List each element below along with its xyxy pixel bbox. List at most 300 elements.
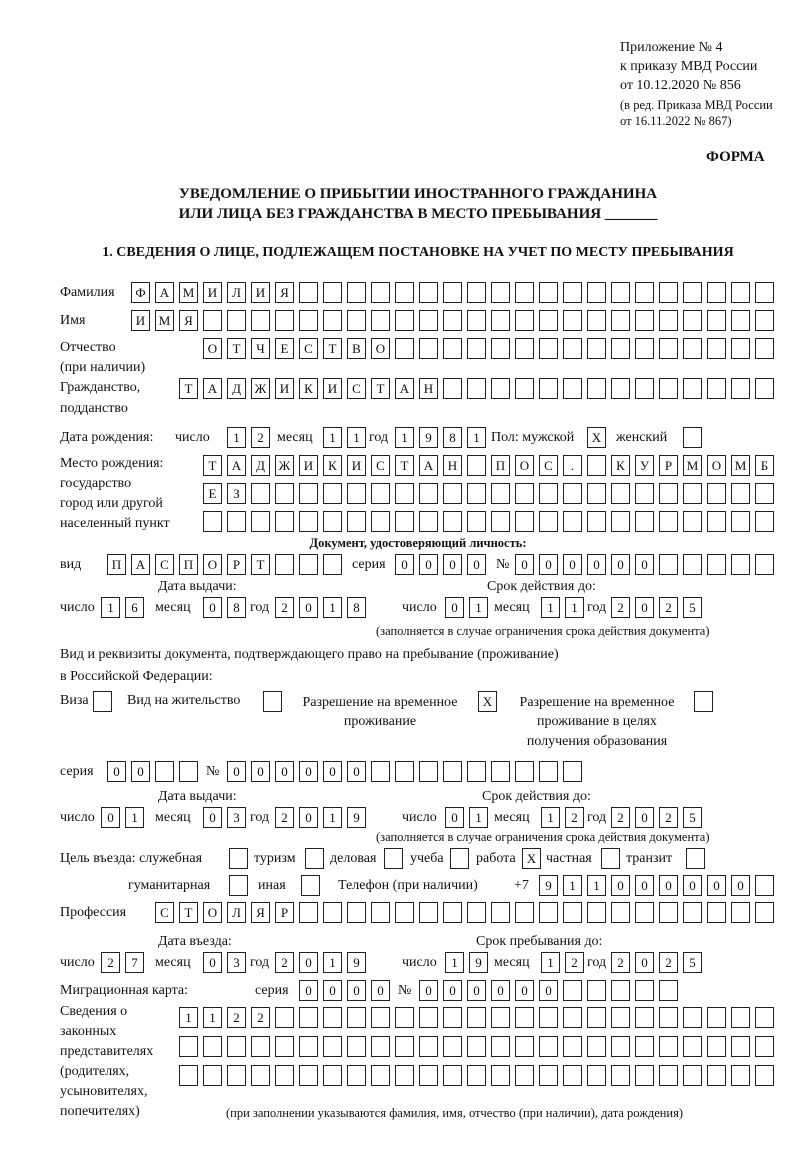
char-cell[interactable] — [611, 483, 630, 504]
char-cell[interactable] — [683, 483, 702, 504]
char-cell[interactable] — [467, 1065, 486, 1086]
char-cell[interactable]: 1 — [101, 597, 120, 618]
char-cell[interactable] — [731, 338, 750, 359]
char-cell[interactable]: 9 — [539, 875, 558, 896]
char-cell[interactable] — [275, 310, 294, 331]
char-cell[interactable] — [659, 1007, 678, 1028]
char-cell[interactable] — [611, 902, 630, 923]
char-cell[interactable] — [659, 483, 678, 504]
char-cell[interactable] — [323, 1007, 342, 1028]
char-cell[interactable] — [683, 378, 702, 399]
char-cell[interactable]: 5 — [683, 807, 702, 828]
char-cell[interactable]: 1 — [203, 1007, 222, 1028]
char-cell[interactable] — [467, 310, 486, 331]
char-cell[interactable]: 0 — [539, 980, 558, 1001]
char-cell[interactable] — [443, 1036, 462, 1057]
char-cell[interactable] — [755, 338, 774, 359]
char-cell[interactable] — [635, 338, 654, 359]
char-cell[interactable] — [323, 511, 342, 532]
char-cell[interactable]: Н — [419, 378, 438, 399]
char-cell[interactable] — [515, 1065, 534, 1086]
char-cell[interactable] — [299, 1065, 318, 1086]
char-cell[interactable] — [731, 902, 750, 923]
char-cell[interactable] — [587, 1036, 606, 1057]
char-cell[interactable]: 0 — [299, 807, 318, 828]
char-cell[interactable] — [683, 338, 702, 359]
char-cell[interactable] — [563, 980, 582, 1001]
char-cell[interactable] — [563, 310, 582, 331]
char-cell[interactable] — [611, 980, 630, 1001]
char-cell[interactable]: 2 — [251, 1007, 270, 1028]
char-cell[interactable]: 1 — [323, 807, 342, 828]
char-cell[interactable]: 0 — [659, 875, 678, 896]
char-cell[interactable]: 1 — [469, 597, 488, 618]
char-cell[interactable]: 0 — [371, 980, 390, 1001]
char-cell[interactable]: Б — [755, 455, 774, 476]
char-cell[interactable] — [731, 511, 750, 532]
char-cell[interactable] — [683, 1007, 702, 1028]
char-cell[interactable] — [707, 1007, 726, 1028]
char-cell[interactable]: Ж — [275, 455, 294, 476]
char-cell[interactable]: 0 — [323, 761, 342, 782]
char-cell[interactable] — [443, 483, 462, 504]
char-cell[interactable]: 0 — [635, 875, 654, 896]
char-cell[interactable] — [515, 310, 534, 331]
char-cell[interactable]: Ч — [251, 338, 270, 359]
char-cell[interactable] — [635, 1007, 654, 1028]
char-cell[interactable] — [707, 554, 726, 575]
char-cell[interactable]: 2 — [611, 807, 630, 828]
char-cell[interactable] — [450, 848, 469, 869]
char-cell[interactable]: М — [683, 455, 702, 476]
char-cell[interactable] — [395, 338, 414, 359]
char-cell[interactable] — [515, 761, 534, 782]
char-cell[interactable]: О — [203, 554, 222, 575]
char-cell[interactable] — [635, 483, 654, 504]
char-cell[interactable] — [539, 282, 558, 303]
char-cell[interactable] — [299, 1007, 318, 1028]
char-cell[interactable] — [491, 310, 510, 331]
char-cell[interactable] — [179, 1065, 198, 1086]
char-cell[interactable] — [686, 848, 705, 869]
char-cell[interactable] — [515, 338, 534, 359]
char-cell[interactable] — [467, 511, 486, 532]
char-cell[interactable]: Т — [227, 338, 246, 359]
char-cell[interactable] — [563, 282, 582, 303]
char-cell[interactable] — [491, 338, 510, 359]
char-cell[interactable]: И — [251, 282, 270, 303]
char-cell[interactable] — [263, 691, 282, 712]
char-cell[interactable] — [395, 1036, 414, 1057]
char-cell[interactable] — [731, 1036, 750, 1057]
char-cell[interactable] — [659, 378, 678, 399]
char-cell[interactable] — [683, 1036, 702, 1057]
char-cell[interactable] — [443, 282, 462, 303]
char-cell[interactable] — [227, 511, 246, 532]
char-cell[interactable] — [659, 902, 678, 923]
char-cell[interactable]: 1 — [541, 952, 560, 973]
char-cell[interactable] — [683, 511, 702, 532]
char-cell[interactable] — [347, 1036, 366, 1057]
char-cell[interactable] — [491, 282, 510, 303]
char-cell[interactable] — [203, 1036, 222, 1057]
char-cell[interactable]: X — [478, 691, 497, 712]
char-cell[interactable]: Р — [227, 554, 246, 575]
char-cell[interactable]: 8 — [443, 427, 462, 448]
char-cell[interactable] — [395, 511, 414, 532]
char-cell[interactable] — [731, 554, 750, 575]
char-cell[interactable] — [251, 483, 270, 504]
char-cell[interactable] — [467, 761, 486, 782]
char-cell[interactable] — [539, 378, 558, 399]
char-cell[interactable]: 0 — [635, 597, 654, 618]
char-cell[interactable] — [515, 378, 534, 399]
char-cell[interactable] — [587, 282, 606, 303]
char-cell[interactable] — [731, 282, 750, 303]
char-cell[interactable] — [635, 511, 654, 532]
char-cell[interactable] — [467, 483, 486, 504]
char-cell[interactable]: Т — [179, 902, 198, 923]
char-cell[interactable] — [491, 902, 510, 923]
char-cell[interactable] — [587, 310, 606, 331]
char-cell[interactable]: 2 — [659, 807, 678, 828]
char-cell[interactable]: Я — [275, 282, 294, 303]
char-cell[interactable] — [419, 1036, 438, 1057]
char-cell[interactable] — [443, 1007, 462, 1028]
char-cell[interactable] — [587, 980, 606, 1001]
char-cell[interactable]: О — [203, 902, 222, 923]
char-cell[interactable] — [299, 483, 318, 504]
char-cell[interactable] — [371, 282, 390, 303]
char-cell[interactable] — [443, 761, 462, 782]
char-cell[interactable] — [299, 554, 318, 575]
char-cell[interactable] — [371, 902, 390, 923]
char-cell[interactable] — [587, 902, 606, 923]
char-cell[interactable] — [611, 1036, 630, 1057]
char-cell[interactable]: Т — [395, 455, 414, 476]
char-cell[interactable] — [275, 511, 294, 532]
char-cell[interactable]: 0 — [131, 761, 150, 782]
char-cell[interactable]: 0 — [251, 761, 270, 782]
char-cell[interactable] — [347, 310, 366, 331]
char-cell[interactable] — [419, 1065, 438, 1086]
char-cell[interactable] — [539, 1007, 558, 1028]
char-cell[interactable] — [443, 338, 462, 359]
char-cell[interactable]: М — [731, 455, 750, 476]
char-cell[interactable] — [755, 282, 774, 303]
char-cell[interactable]: 2 — [659, 597, 678, 618]
char-cell[interactable] — [419, 902, 438, 923]
char-cell[interactable] — [635, 1036, 654, 1057]
char-cell[interactable] — [707, 378, 726, 399]
char-cell[interactable]: А — [419, 455, 438, 476]
char-cell[interactable] — [539, 1036, 558, 1057]
char-cell[interactable] — [659, 1065, 678, 1086]
char-cell[interactable] — [755, 902, 774, 923]
char-cell[interactable] — [275, 1065, 294, 1086]
char-cell[interactable] — [443, 902, 462, 923]
char-cell[interactable]: 1 — [469, 807, 488, 828]
char-cell[interactable]: 1 — [467, 427, 486, 448]
char-cell[interactable] — [347, 902, 366, 923]
char-cell[interactable] — [539, 511, 558, 532]
char-cell[interactable]: 8 — [227, 597, 246, 618]
char-cell[interactable] — [491, 1065, 510, 1086]
char-cell[interactable]: В — [347, 338, 366, 359]
char-cell[interactable]: 3 — [227, 807, 246, 828]
char-cell[interactable] — [755, 1065, 774, 1086]
char-cell[interactable]: Ф — [131, 282, 150, 303]
char-cell[interactable]: П — [107, 554, 126, 575]
char-cell[interactable]: X — [587, 427, 606, 448]
char-cell[interactable]: 2 — [611, 952, 630, 973]
char-cell[interactable] — [395, 310, 414, 331]
char-cell[interactable]: И — [347, 455, 366, 476]
char-cell[interactable]: И — [131, 310, 150, 331]
char-cell[interactable]: 0 — [419, 554, 438, 575]
char-cell[interactable] — [755, 511, 774, 532]
char-cell[interactable] — [611, 338, 630, 359]
char-cell[interactable]: Д — [251, 455, 270, 476]
char-cell[interactable] — [539, 902, 558, 923]
char-cell[interactable] — [371, 1007, 390, 1028]
char-cell[interactable] — [755, 1007, 774, 1028]
char-cell[interactable] — [515, 511, 534, 532]
char-cell[interactable] — [299, 282, 318, 303]
char-cell[interactable]: 0 — [611, 875, 630, 896]
char-cell[interactable]: 0 — [635, 554, 654, 575]
char-cell[interactable]: 1 — [323, 597, 342, 618]
char-cell[interactable] — [384, 848, 403, 869]
char-cell[interactable]: 7 — [125, 952, 144, 973]
char-cell[interactable] — [419, 483, 438, 504]
char-cell[interactable] — [395, 483, 414, 504]
char-cell[interactable] — [683, 282, 702, 303]
char-cell[interactable] — [563, 1065, 582, 1086]
char-cell[interactable] — [419, 338, 438, 359]
char-cell[interactable] — [755, 378, 774, 399]
char-cell[interactable]: Е — [275, 338, 294, 359]
char-cell[interactable]: Л — [227, 282, 246, 303]
char-cell[interactable] — [683, 554, 702, 575]
char-cell[interactable] — [443, 310, 462, 331]
char-cell[interactable] — [229, 875, 248, 896]
char-cell[interactable] — [323, 554, 342, 575]
char-cell[interactable]: 0 — [491, 980, 510, 1001]
char-cell[interactable] — [707, 338, 726, 359]
char-cell[interactable]: О — [371, 338, 390, 359]
char-cell[interactable]: И — [299, 455, 318, 476]
char-cell[interactable] — [563, 761, 582, 782]
char-cell[interactable]: С — [347, 378, 366, 399]
char-cell[interactable]: 3 — [227, 952, 246, 973]
char-cell[interactable]: Ж — [251, 378, 270, 399]
char-cell[interactable] — [539, 483, 558, 504]
char-cell[interactable]: Е — [203, 483, 222, 504]
char-cell[interactable]: М — [155, 310, 174, 331]
char-cell[interactable] — [587, 511, 606, 532]
char-cell[interactable]: 2 — [659, 952, 678, 973]
char-cell[interactable]: 2 — [275, 597, 294, 618]
char-cell[interactable]: Т — [251, 554, 270, 575]
char-cell[interactable]: 0 — [467, 554, 486, 575]
char-cell[interactable]: Р — [659, 455, 678, 476]
char-cell[interactable] — [371, 1065, 390, 1086]
char-cell[interactable]: 0 — [515, 554, 534, 575]
char-cell[interactable]: 1 — [541, 807, 560, 828]
char-cell[interactable] — [755, 310, 774, 331]
char-cell[interactable] — [611, 310, 630, 331]
char-cell[interactable] — [419, 310, 438, 331]
char-cell[interactable] — [395, 1007, 414, 1028]
char-cell[interactable]: И — [203, 282, 222, 303]
char-cell[interactable] — [587, 1007, 606, 1028]
char-cell[interactable] — [635, 902, 654, 923]
char-cell[interactable]: С — [155, 902, 174, 923]
char-cell[interactable]: 5 — [683, 597, 702, 618]
char-cell[interactable] — [491, 1007, 510, 1028]
char-cell[interactable]: 6 — [125, 597, 144, 618]
char-cell[interactable]: 1 — [445, 952, 464, 973]
char-cell[interactable]: 0 — [683, 875, 702, 896]
char-cell[interactable]: 9 — [469, 952, 488, 973]
char-cell[interactable] — [251, 1036, 270, 1057]
char-cell[interactable] — [395, 761, 414, 782]
char-cell[interactable]: Т — [323, 338, 342, 359]
char-cell[interactable] — [305, 848, 324, 869]
char-cell[interactable] — [731, 1007, 750, 1028]
char-cell[interactable] — [301, 875, 320, 896]
char-cell[interactable] — [347, 1007, 366, 1028]
char-cell[interactable] — [611, 282, 630, 303]
char-cell[interactable] — [371, 511, 390, 532]
char-cell[interactable] — [659, 282, 678, 303]
char-cell[interactable]: 0 — [445, 807, 464, 828]
char-cell[interactable] — [93, 691, 112, 712]
char-cell[interactable]: 0 — [445, 597, 464, 618]
char-cell[interactable] — [299, 1036, 318, 1057]
char-cell[interactable] — [371, 761, 390, 782]
char-cell[interactable] — [659, 310, 678, 331]
char-cell[interactable] — [587, 338, 606, 359]
char-cell[interactable]: 2 — [611, 597, 630, 618]
char-cell[interactable] — [563, 338, 582, 359]
char-cell[interactable]: 1 — [227, 427, 246, 448]
char-cell[interactable]: 2 — [101, 952, 120, 973]
char-cell[interactable] — [659, 980, 678, 1001]
char-cell[interactable] — [227, 1036, 246, 1057]
char-cell[interactable] — [635, 282, 654, 303]
char-cell[interactable]: С — [299, 338, 318, 359]
char-cell[interactable]: Я — [179, 310, 198, 331]
char-cell[interactable] — [611, 378, 630, 399]
char-cell[interactable] — [251, 1065, 270, 1086]
char-cell[interactable]: 0 — [299, 761, 318, 782]
char-cell[interactable] — [683, 902, 702, 923]
char-cell[interactable]: 0 — [635, 952, 654, 973]
char-cell[interactable]: 0 — [443, 980, 462, 1001]
char-cell[interactable] — [467, 1036, 486, 1057]
char-cell[interactable] — [229, 848, 248, 869]
char-cell[interactable] — [467, 378, 486, 399]
char-cell[interactable]: 0 — [203, 597, 222, 618]
char-cell[interactable] — [467, 282, 486, 303]
char-cell[interactable]: О — [707, 455, 726, 476]
char-cell[interactable] — [683, 1065, 702, 1086]
char-cell[interactable]: 0 — [731, 875, 750, 896]
char-cell[interactable] — [491, 1036, 510, 1057]
char-cell[interactable] — [731, 310, 750, 331]
char-cell[interactable]: К — [323, 455, 342, 476]
char-cell[interactable] — [419, 761, 438, 782]
char-cell[interactable] — [515, 902, 534, 923]
char-cell[interactable]: С — [539, 455, 558, 476]
char-cell[interactable] — [443, 1065, 462, 1086]
char-cell[interactable]: 2 — [227, 1007, 246, 1028]
char-cell[interactable]: Т — [371, 378, 390, 399]
char-cell[interactable]: Д — [227, 378, 246, 399]
char-cell[interactable] — [611, 511, 630, 532]
char-cell[interactable] — [179, 1036, 198, 1057]
char-cell[interactable]: А — [227, 455, 246, 476]
char-cell[interactable] — [515, 483, 534, 504]
char-cell[interactable] — [275, 1007, 294, 1028]
char-cell[interactable]: 0 — [635, 807, 654, 828]
char-cell[interactable]: 2 — [275, 807, 294, 828]
char-cell[interactable]: Р — [275, 902, 294, 923]
char-cell[interactable] — [323, 902, 342, 923]
char-cell[interactable] — [203, 1065, 222, 1086]
char-cell[interactable] — [203, 511, 222, 532]
char-cell[interactable] — [563, 483, 582, 504]
char-cell[interactable] — [323, 1065, 342, 1086]
char-cell[interactable]: 2 — [565, 952, 584, 973]
char-cell[interactable] — [707, 902, 726, 923]
char-cell[interactable]: 0 — [395, 554, 414, 575]
char-cell[interactable] — [275, 554, 294, 575]
char-cell[interactable]: З — [227, 483, 246, 504]
char-cell[interactable] — [755, 875, 774, 896]
char-cell[interactable]: И — [275, 378, 294, 399]
char-cell[interactable] — [347, 282, 366, 303]
char-cell[interactable] — [203, 310, 222, 331]
char-cell[interactable]: Л — [227, 902, 246, 923]
char-cell[interactable]: Н — [443, 455, 462, 476]
char-cell[interactable] — [635, 310, 654, 331]
char-cell[interactable] — [179, 761, 198, 782]
char-cell[interactable] — [347, 483, 366, 504]
char-cell[interactable] — [563, 511, 582, 532]
char-cell[interactable] — [467, 455, 486, 476]
char-cell[interactable]: С — [371, 455, 390, 476]
char-cell[interactable] — [587, 1065, 606, 1086]
char-cell[interactable]: 1 — [565, 597, 584, 618]
char-cell[interactable] — [563, 1036, 582, 1057]
char-cell[interactable]: 8 — [347, 597, 366, 618]
char-cell[interactable]: 2 — [565, 807, 584, 828]
char-cell[interactable]: 1 — [323, 952, 342, 973]
char-cell[interactable] — [683, 427, 702, 448]
char-cell[interactable] — [563, 1007, 582, 1028]
char-cell[interactable] — [515, 1036, 534, 1057]
char-cell[interactable]: 9 — [347, 952, 366, 973]
char-cell[interactable] — [347, 1065, 366, 1086]
char-cell[interactable]: 1 — [125, 807, 144, 828]
char-cell[interactable] — [707, 483, 726, 504]
char-cell[interactable] — [707, 1065, 726, 1086]
char-cell[interactable] — [539, 310, 558, 331]
char-cell[interactable] — [611, 1007, 630, 1028]
